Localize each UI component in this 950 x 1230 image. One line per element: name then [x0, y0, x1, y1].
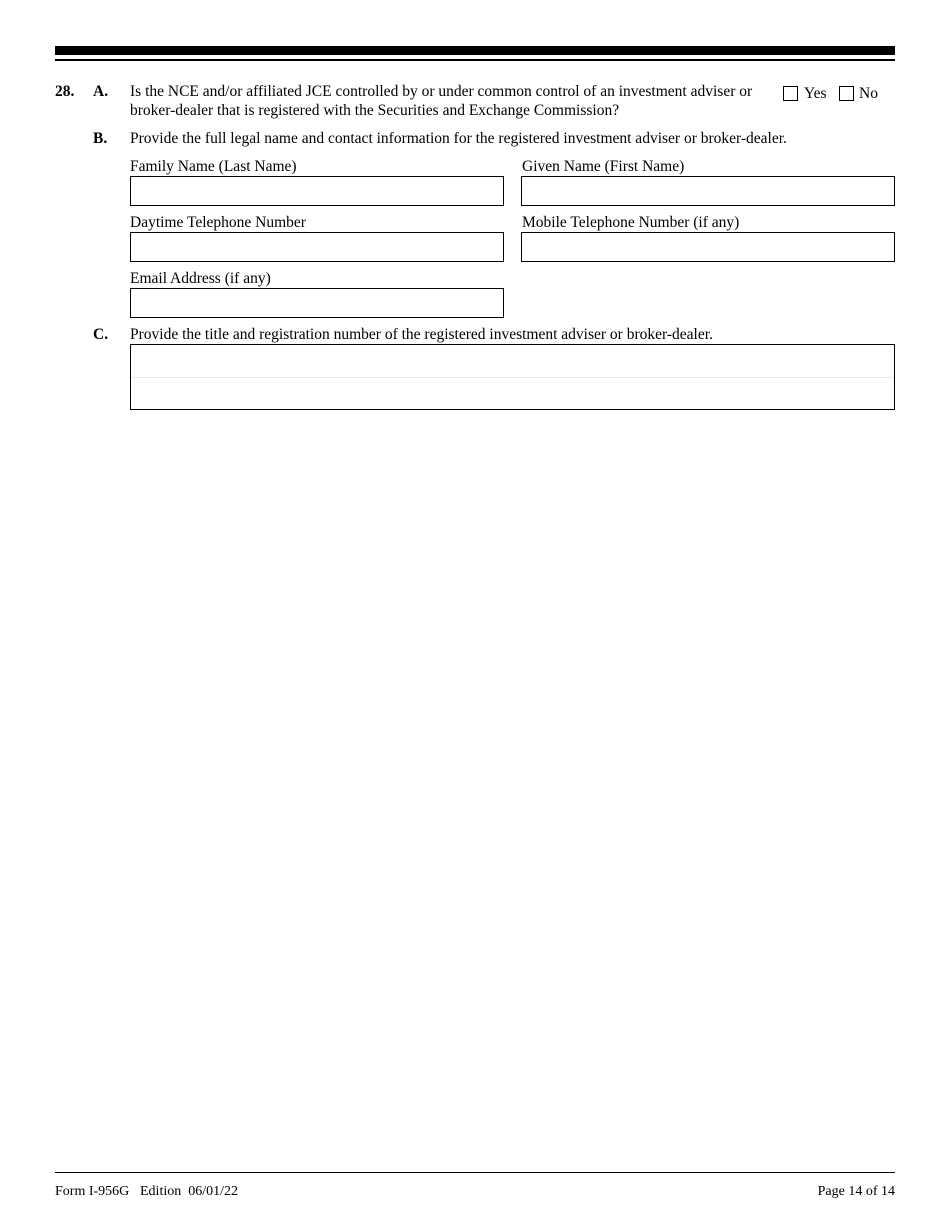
part-c-letter: C. [93, 326, 109, 343]
daytime-phone-input[interactable] [131, 233, 503, 261]
part-a-question-line1: Is the NCE and/or affiliated JCE controlled by or under common control of an investment adviser or [130, 83, 753, 100]
part-b-instruction: Provide the full legal name and contact information for the registered investment adviser or broker-dealer. [130, 130, 787, 147]
footer-rule [55, 1172, 895, 1173]
part-a-question-line2: broker-dealer that is registered with the Securities and Exchange Commission? [130, 102, 620, 119]
email-field[interactable] [130, 288, 504, 318]
given-name-field[interactable] [521, 176, 895, 206]
given-name-input[interactable] [522, 177, 894, 205]
header-rule-thick [55, 46, 895, 55]
footer-edition: Edition 06/01/22 [140, 1184, 238, 1199]
header-rule-thin [55, 59, 895, 61]
title-registration-input-1[interactable] [131, 345, 894, 377]
footer-form-id: Form I-956G [55, 1184, 130, 1199]
title-registration-line-2[interactable] [131, 378, 894, 410]
title-registration-line-1[interactable] [131, 345, 894, 377]
yes-checkbox[interactable] [783, 86, 798, 101]
no-label: No [859, 85, 878, 102]
family-name-field[interactable] [130, 176, 504, 206]
part-c-instruction: Provide the title and registration number of the registered investment adviser or broker-dealer. [130, 326, 713, 343]
given-name-label: Given Name (First Name) [522, 158, 685, 175]
email-input[interactable] [131, 289, 503, 317]
question-number: 28. [55, 83, 75, 100]
no-checkbox[interactable] [839, 86, 854, 101]
title-registration-field[interactable] [130, 344, 895, 410]
yes-label: Yes [804, 85, 827, 102]
title-registration-input-2[interactable] [131, 378, 894, 410]
family-name-label: Family Name (Last Name) [130, 158, 297, 175]
daytime-phone-label: Daytime Telephone Number [130, 214, 306, 231]
mobile-phone-field[interactable] [521, 232, 895, 262]
daytime-phone-field[interactable] [130, 232, 504, 262]
email-label: Email Address (if any) [130, 270, 271, 287]
part-a-letter: A. [93, 83, 109, 100]
family-name-input[interactable] [131, 177, 503, 205]
footer-page-number: Page 14 of 14 [817, 1184, 895, 1199]
mobile-phone-input[interactable] [522, 233, 894, 261]
mobile-phone-label: Mobile Telephone Number (if any) [522, 214, 740, 231]
part-b-letter: B. [93, 130, 108, 147]
